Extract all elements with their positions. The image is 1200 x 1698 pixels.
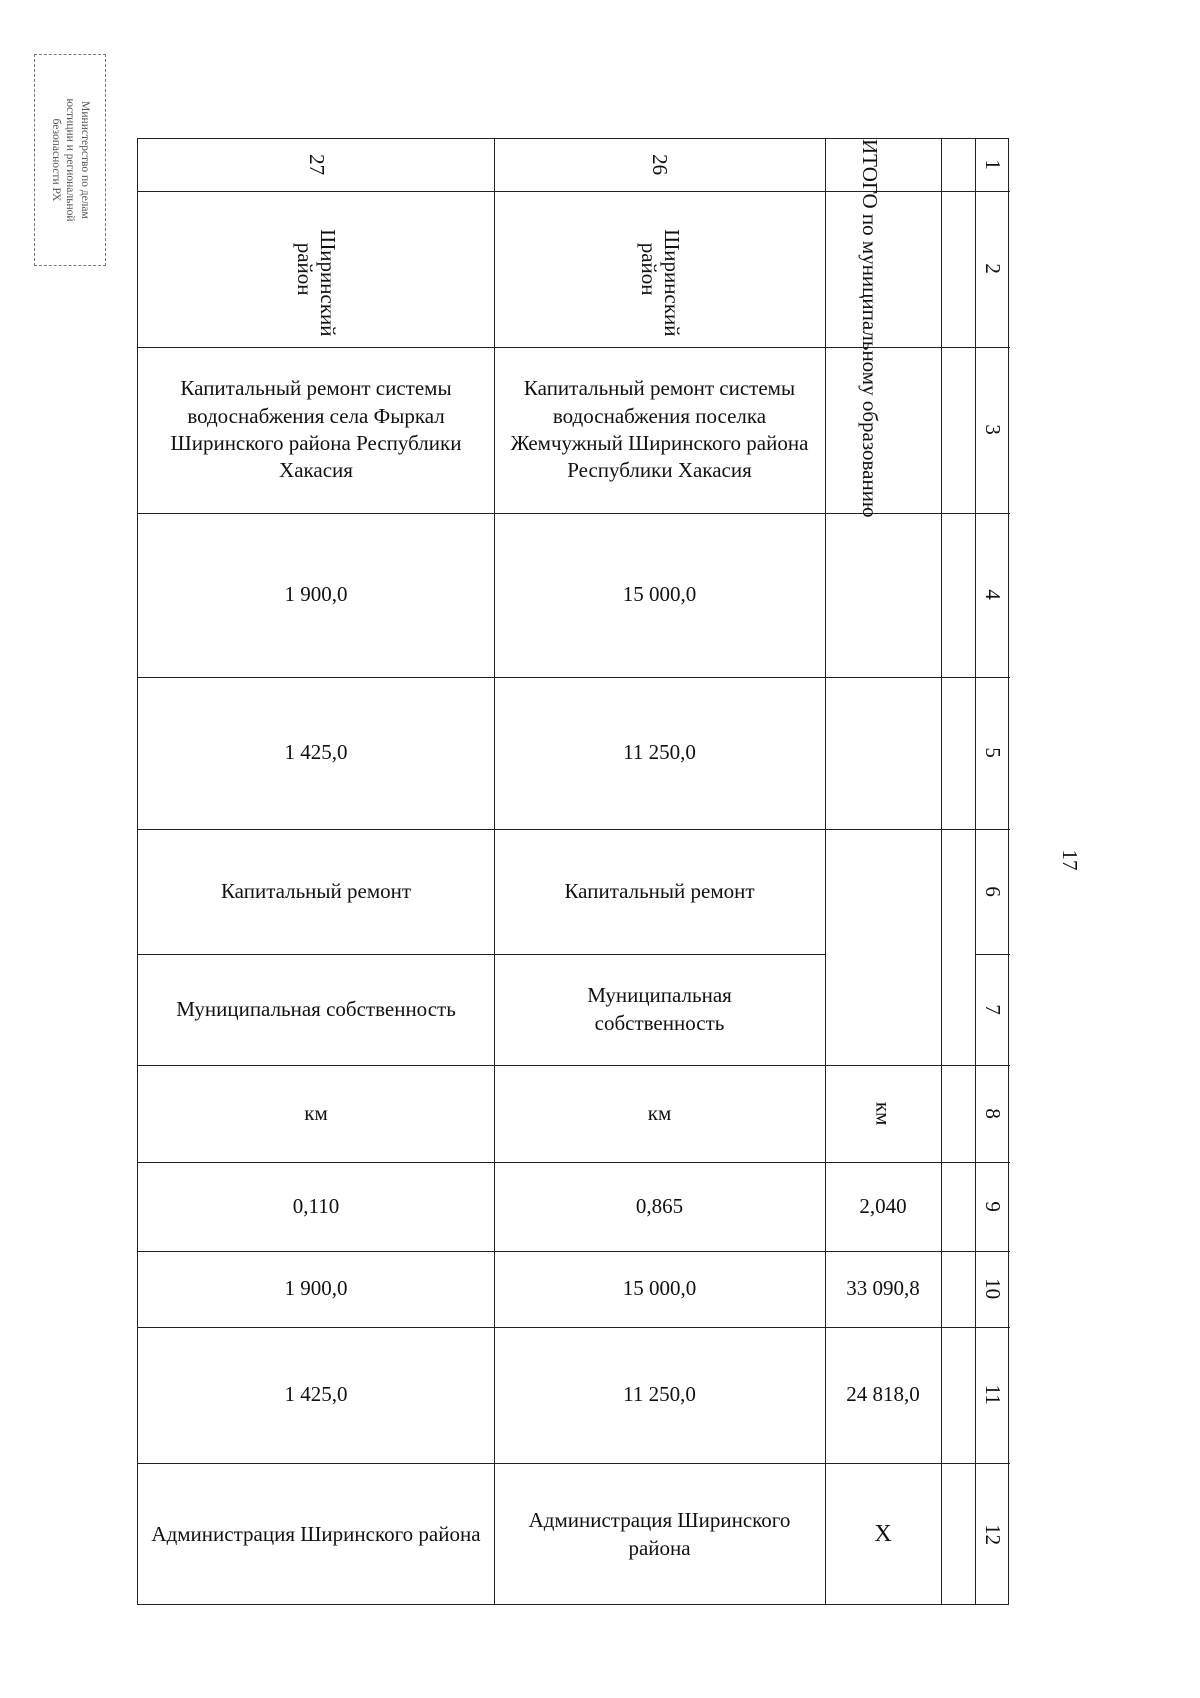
row-budget-amount: 1 425,0 [284, 1382, 348, 1407]
data-table [137, 138, 1009, 1605]
row-budget-amount: 11 250,0 [623, 1382, 696, 1407]
row-number: 26 [648, 154, 673, 176]
column-number: 5 [981, 747, 1006, 759]
row-object: Капитальный ремонт системы водоснабжения села Фыркал Ширинского района Республики Хакасия [170, 376, 462, 483]
stamp-line-1: Министерство по делам [78, 101, 91, 219]
column-number: 11 [981, 1384, 1006, 1406]
row-customer: Администрация Ширинского района [528, 1508, 791, 1560]
row-district: Ширинский район [636, 229, 684, 337]
row-capacity: 0,110 [292, 1193, 340, 1218]
registration-stamp [34, 54, 106, 266]
column-number: 8 [981, 1108, 1006, 1119]
row-unit: км [647, 1100, 672, 1125]
total-budget-amount: 24 818,0 [846, 1382, 920, 1407]
column-number: 9 [981, 1201, 1006, 1212]
total-customer: Х [874, 1520, 892, 1547]
row-capacity: 0,865 [635, 1193, 684, 1218]
total-unit: км [871, 1101, 896, 1126]
row-cost: 1 900,0 [284, 582, 348, 607]
column-number: 1 [981, 159, 1006, 171]
row-object: Капитальный ремонт системы водоснабжения поселка Жемчужный Ширинского района Республики Хакасия [510, 376, 809, 483]
row-subsidy: 11 250,0 [623, 740, 696, 765]
row-customer: Администрация Ширинского района [151, 1521, 481, 1546]
row-district: Ширинский район [293, 229, 341, 337]
row-unit: км [304, 1100, 328, 1125]
row-work-type: Капитальный ремонт [220, 878, 412, 903]
row-separator [941, 139, 942, 1604]
total-cost: 33 090,8 [846, 1276, 920, 1301]
column-number: 4 [981, 589, 1006, 601]
row-total-cost: 1 900,0 [284, 1276, 348, 1301]
column-number: 2 [981, 263, 1006, 275]
row-cost: 15 000,0 [622, 582, 697, 607]
row-number: 27 [304, 154, 329, 176]
page-number: 17 [1058, 849, 1082, 871]
column-number: 6 [981, 886, 1006, 897]
row-ownership: Муниципальная собственность [176, 996, 456, 1021]
column-number: 7 [981, 1004, 1006, 1015]
column-number: 10 [981, 1278, 1006, 1300]
row-work-type: Капитальный ремонт [564, 878, 755, 903]
row-total-cost: 15 000,0 [622, 1276, 697, 1301]
total-label: ИТОГО по муниципальному образованию [858, 139, 882, 518]
stamp-line-2: юстиции и региональной [64, 98, 77, 222]
column-number: 3 [981, 424, 1006, 436]
column-number: 12 [981, 1523, 1006, 1545]
row-ownership: Муниципальная собственность [587, 983, 732, 1035]
total-length: 2,040 [859, 1193, 907, 1218]
stamp-line-3: безопасности РХ [49, 118, 62, 202]
row-subsidy: 1 425,0 [284, 740, 348, 765]
